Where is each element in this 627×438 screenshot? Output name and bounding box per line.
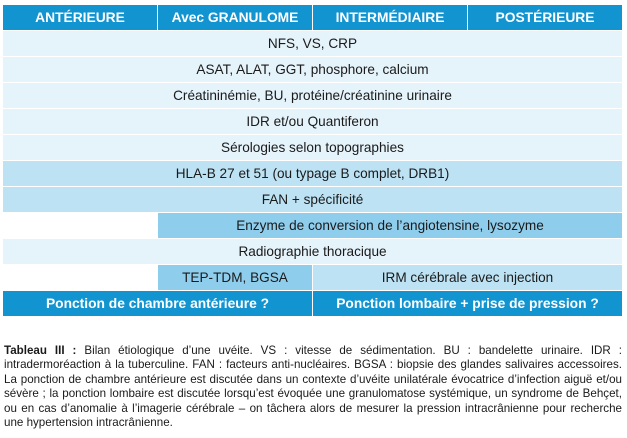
caption-label: Tableau III : bbox=[4, 344, 77, 357]
row-hla: HLA-B 27 et 51 (ou typage B complet, DRB1) bbox=[3, 161, 623, 187]
row-tep: TEP-TDM, BGSA bbox=[158, 265, 313, 291]
header-posterieure: POSTÉRIEURE bbox=[468, 5, 623, 31]
header-intermediaire: INTERMÉDIAIRE bbox=[313, 5, 468, 31]
table-caption bbox=[4, 344, 622, 430]
row-renal: Créatininémie, BU, protéine/créatinine urinaire bbox=[3, 83, 623, 109]
row-nfs: NFS, VS, CRP bbox=[3, 31, 623, 57]
row-eca-blank bbox=[3, 213, 158, 239]
caption-text: Bilan étiologique d’une uvéite. VS : vitesse de sédimentation. BU : bandelette urinaire. IDR : intradermoréaction à la tuberculine. FAN : facteurs anti-nucléaires. BGSA : biopsie des glandes salivaires accessoires. La ponction de chambre antérieure est discutée dans un contexte d’uvéite unilatérale évocatrice d’infection aiguë et/ou sévère ; la ponction lombaire est discutée lorsqu’est évoquée une granulomatose systémique, un syndrome de Behçet, ou en cas d’anomalie à l’imagerie cérébrale – on tâchera alors de mesurer la pression intracrânienne pour recherche une hypertension intracrânienne. bbox=[4, 344, 622, 430]
footer-ponction-lombaire: Ponction lombaire + prise de pression ? bbox=[313, 291, 623, 317]
row-eca: Enzyme de conversion de l’angiotensine, lysozyme bbox=[158, 213, 623, 239]
row-irm: IRM cérébrale avec injection bbox=[313, 265, 623, 291]
row-fan: FAN + spécificité bbox=[3, 187, 623, 213]
row-hepatic: ASAT, ALAT, GGT, phosphore, calcium bbox=[3, 57, 623, 83]
row-idr: IDR et/ou Quantiferon bbox=[3, 109, 623, 135]
footer-ponction-chambre: Ponction de chambre antérieure ? bbox=[3, 291, 313, 317]
header-anterieure: ANTÉRIEURE bbox=[3, 5, 158, 31]
row-imaging-blank bbox=[3, 265, 158, 291]
row-serologies: Sérologies selon topographies bbox=[3, 135, 623, 161]
header-granulome: Avec GRANULOME bbox=[158, 5, 313, 31]
row-radiographie: Radiographie thoracique bbox=[3, 239, 623, 265]
etiology-table bbox=[3, 5, 623, 317]
